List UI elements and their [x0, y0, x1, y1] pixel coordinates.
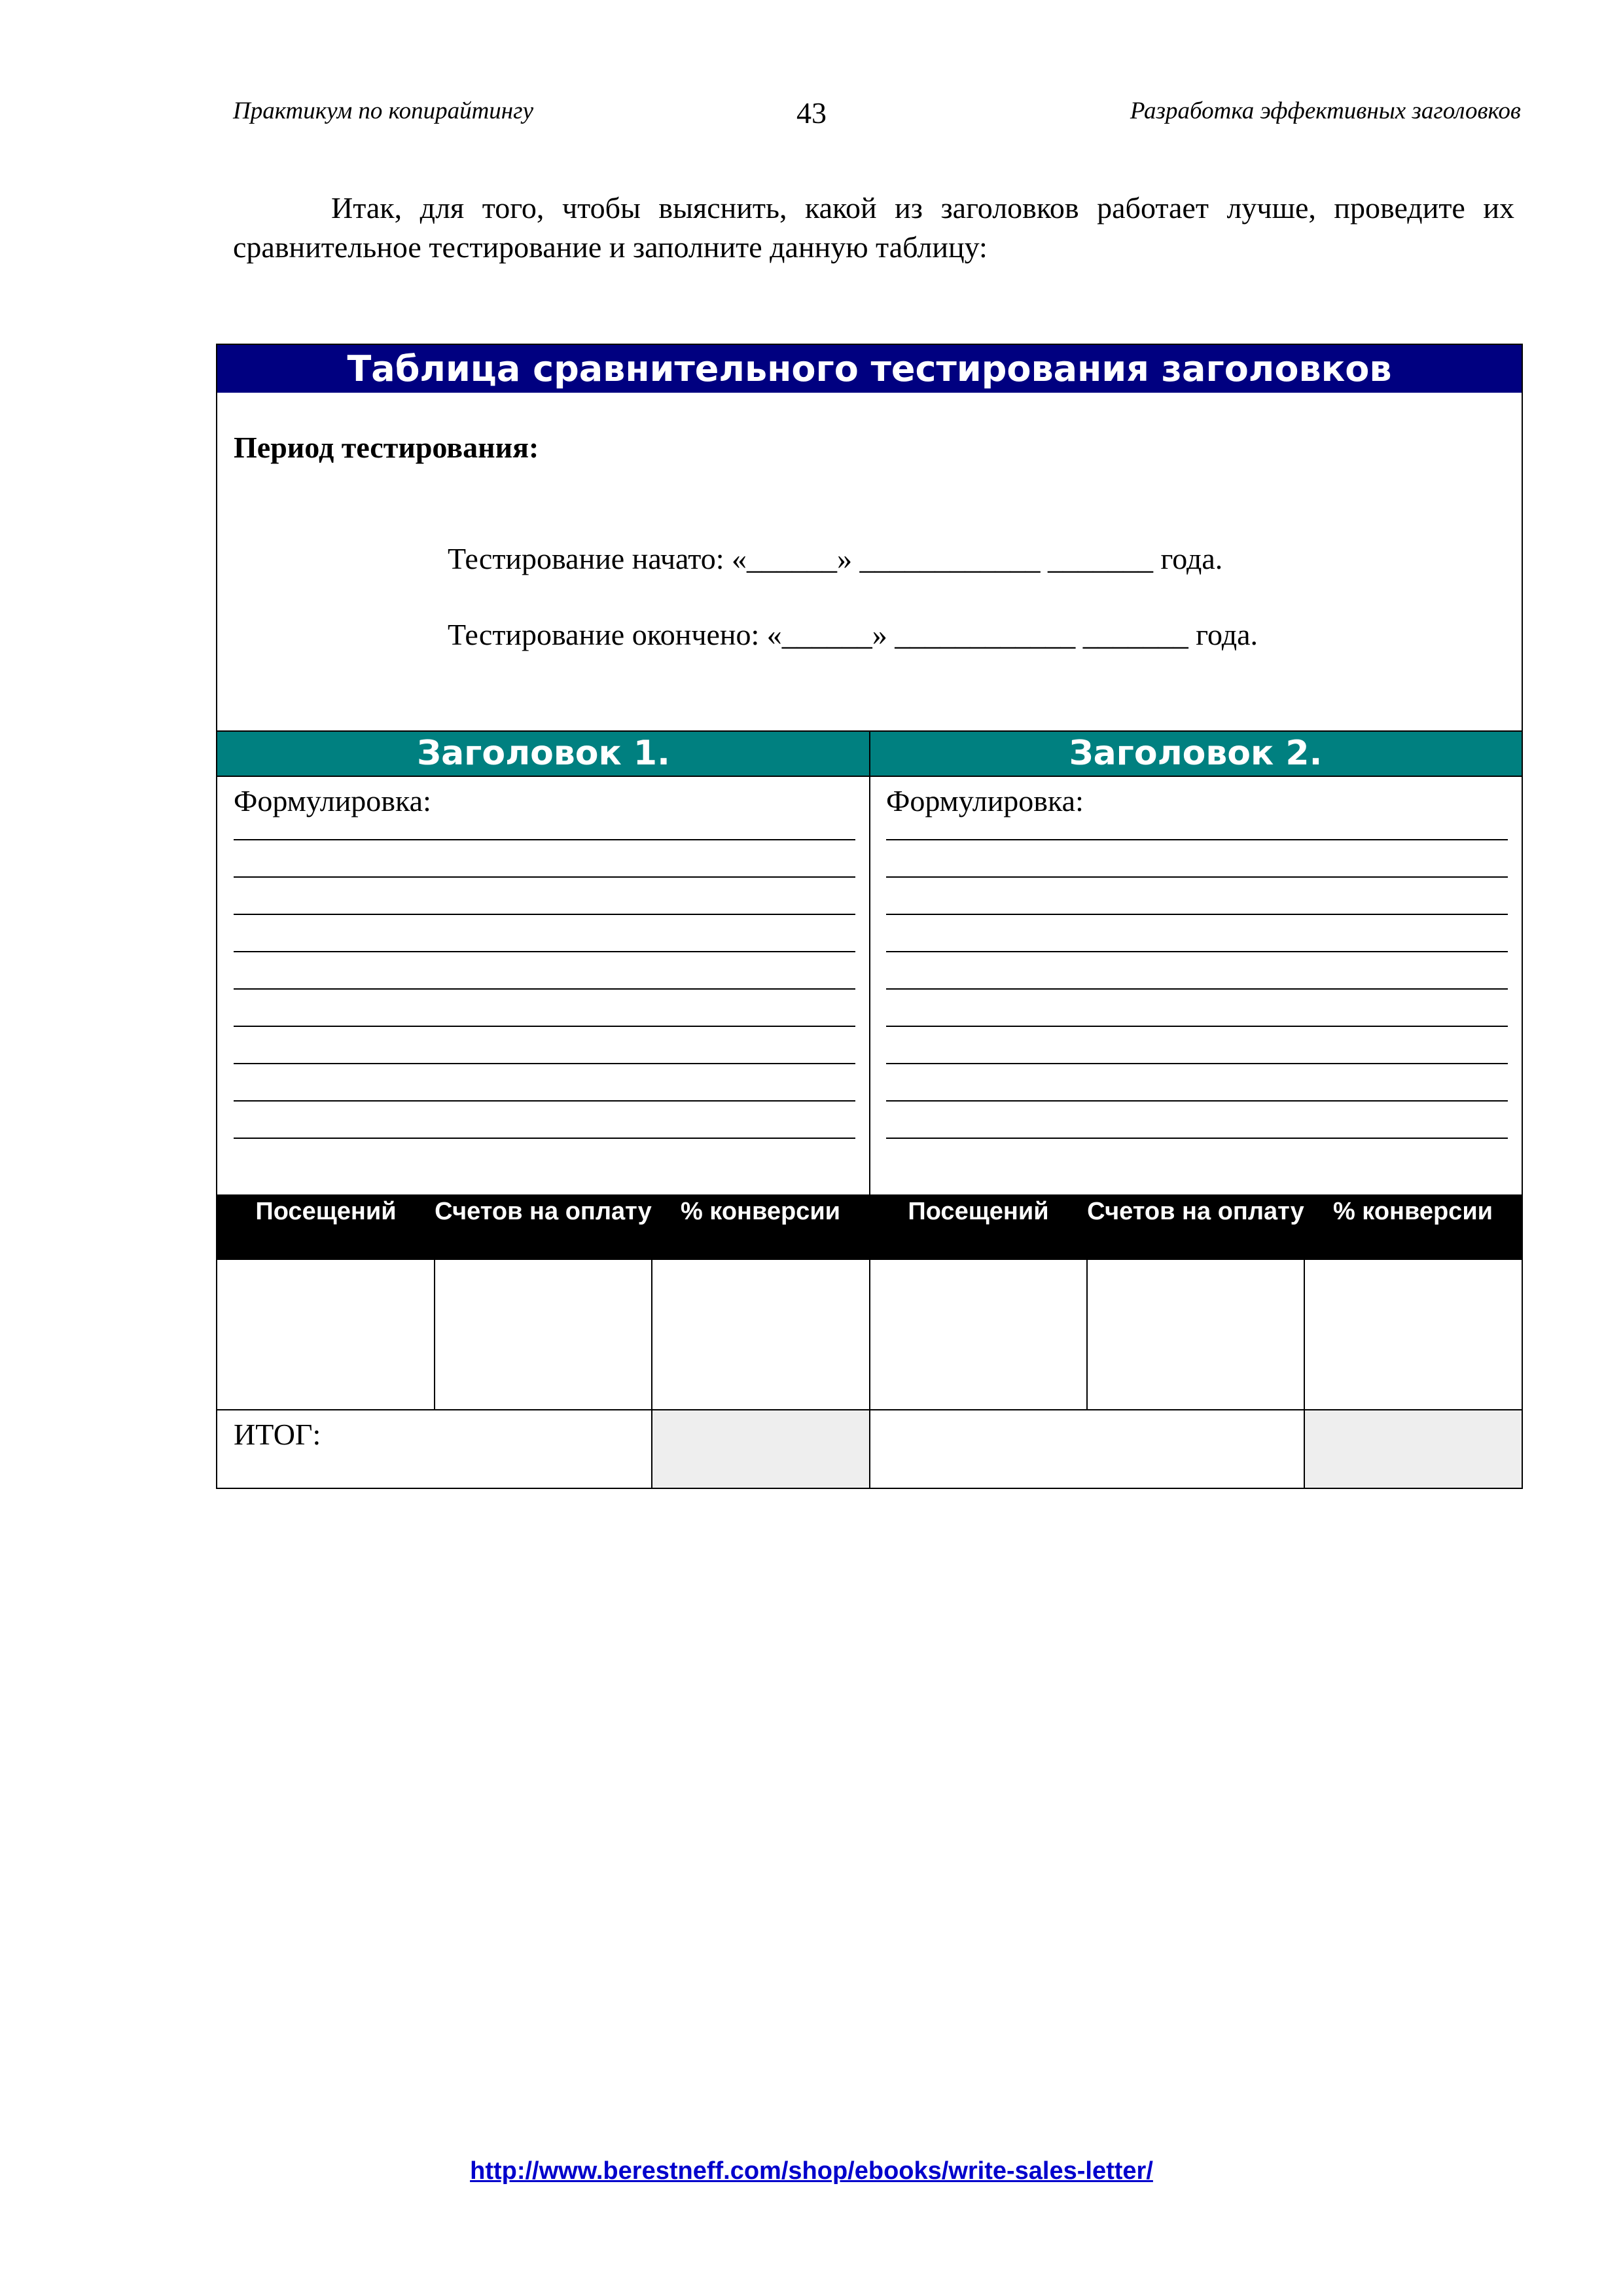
metrics-header-row [217, 1194, 1522, 1260]
writing-line[interactable] [886, 1100, 1508, 1102]
metrics-data-row [217, 1260, 1522, 1410]
visits-2-cell[interactable] [869, 1260, 1087, 1409]
visits-1-cell[interactable] [217, 1260, 435, 1409]
writing-line[interactable] [234, 1063, 855, 1064]
column-header-conversion-2: % конверсии [1332, 1198, 1493, 1225]
writing-line[interactable] [234, 839, 855, 840]
writing-line[interactable] [234, 1026, 855, 1027]
writing-line[interactable] [886, 839, 1508, 840]
column-header-visits-2: Посещений [908, 1198, 1049, 1225]
total-row [217, 1410, 1522, 1488]
writing-line[interactable] [234, 988, 855, 990]
headline-1-title: Заголовок 1. [417, 734, 670, 773]
test-start-line[interactable]: Тестирование начато: «______» ____________ _______ года. [448, 542, 1223, 575]
writing-line[interactable] [234, 951, 855, 952]
conversion-2-cell[interactable] [1304, 1260, 1522, 1409]
writing-line[interactable] [886, 951, 1508, 952]
comparison-table [216, 344, 1523, 1489]
writing-line[interactable] [886, 876, 1508, 878]
writing-line[interactable] [234, 1138, 855, 1139]
writing-line[interactable] [886, 914, 1508, 915]
total-label: ИТОГ: [234, 1418, 321, 1451]
page-number: 43 [796, 96, 827, 130]
total-label-cell [217, 1410, 652, 1488]
headline-2-formula-label: Формулировка: [886, 784, 1084, 817]
writing-line[interactable] [886, 1026, 1508, 1027]
writing-line[interactable] [886, 1138, 1508, 1139]
total-conversion-1-cell[interactable] [651, 1410, 870, 1488]
test-end-line[interactable]: Тестирование окончено: «______» ____________ _______ года. [448, 618, 1258, 651]
total-conversion-2-cell[interactable] [1304, 1410, 1522, 1488]
headline-1-formula-label: Формулировка: [234, 784, 431, 817]
table-title: Таблица сравнительного тестирования заголовков [217, 345, 1522, 393]
running-header-right: Разработка эффективных заголовков [1130, 98, 1521, 124]
footer-link[interactable]: http://www.berestneff.com/shop/ebooks/write-sales-letter/ [470, 2157, 1153, 2185]
writing-line[interactable] [234, 876, 855, 878]
column-header-invoices-1: Счетов на оплату [435, 1198, 652, 1225]
writing-line[interactable] [234, 1100, 855, 1102]
conversion-1-cell[interactable] [651, 1260, 870, 1409]
headline-2-title: Заголовок 2. [1069, 734, 1323, 773]
column-header-invoices-2: Счетов на оплату [1087, 1198, 1304, 1225]
column-header-conversion-1: % конверсии [680, 1198, 841, 1225]
running-header-left: Практикум по копирайтингу [233, 98, 534, 124]
invoices-2-cell[interactable] [1086, 1260, 1304, 1409]
invoices-1-cell[interactable] [434, 1260, 652, 1409]
writing-line[interactable] [886, 988, 1508, 990]
column-header-visits-1: Посещений [255, 1198, 397, 1225]
writing-line[interactable] [886, 1063, 1508, 1064]
writing-line[interactable] [234, 914, 855, 915]
period-label: Период тестирования: [234, 431, 539, 464]
intro-paragraph: Итак, для того, чтобы выяснить, какой из заголовков работает лучше, проведите их сравнительное тестирование и заполните данную таблицу: [233, 191, 1514, 264]
total-2-cell[interactable] [869, 1410, 1304, 1488]
